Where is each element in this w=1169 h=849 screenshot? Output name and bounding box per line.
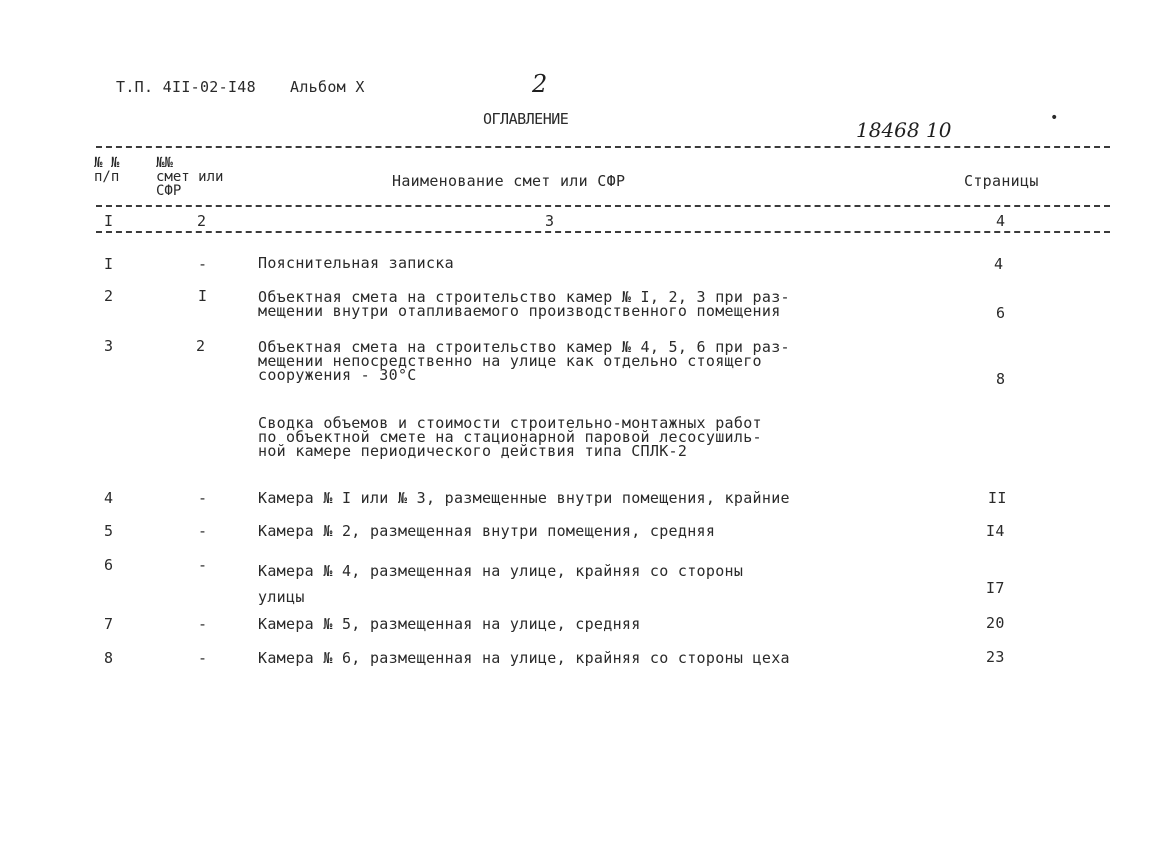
header-bottom-rule: [96, 205, 1110, 207]
row-name: Камера № 2, размещенная внутри помещения, средняя: [258, 522, 716, 540]
row-page: 23: [986, 648, 1005, 666]
row-code: -: [198, 649, 208, 667]
row-code: I: [198, 287, 208, 305]
handwritten-reference: 18468 10: [856, 118, 952, 142]
row-number: 2: [104, 287, 114, 305]
page-title: ОГЛАВЛЕНИЕ: [483, 110, 569, 128]
row-page: II: [988, 489, 1007, 507]
row-page: 6: [996, 304, 1006, 322]
row-name: Объектная смета на строительство камер № I, 2, 3 при раз- мещении внутри отапливаемого производственного помещения: [258, 288, 790, 320]
header-col-number: № № п/п: [94, 155, 120, 185]
row-page: I7: [986, 579, 1005, 597]
row-page: 4: [994, 255, 1004, 273]
row-name: Камера № 6, размещенная на улице, крайняя со стороны цеха: [258, 649, 790, 667]
row-code: 2: [196, 337, 206, 355]
column-number: 2: [197, 212, 207, 230]
summary-block: Сводка объемов и стоимости строительно-монтажных работ по объектной смете на стационарной паровой лесосушиль- ной камере периодического действия типа СПЛК-2: [258, 414, 762, 460]
row-number: 3: [104, 337, 114, 355]
column-numbers-rule: [96, 231, 1110, 233]
row-code: -: [198, 489, 208, 507]
row-page: 20: [986, 614, 1005, 632]
column-number: I: [104, 212, 114, 230]
row-number: 4: [104, 489, 114, 507]
album-label: Альбом X: [290, 78, 365, 96]
table-top-rule: [96, 146, 1110, 148]
row-number: 5: [104, 522, 114, 540]
row-page: 8: [996, 370, 1006, 388]
row-code: -: [198, 615, 208, 633]
header-col-pages: Страницы: [964, 172, 1039, 190]
row-number: 8: [104, 649, 114, 667]
row-name: Камера № I или № 3, размещенные внутри помещения, крайние: [258, 489, 790, 507]
row-number: 6: [104, 556, 114, 574]
row-page: I4: [986, 522, 1005, 540]
row-name: Объектная смета на строительство камер № 4, 5, 6 при раз- мещении непосредственно на улице как отдельно стоящего сооружения - 30°С: [258, 338, 790, 384]
page-number: 2: [532, 70, 548, 98]
row-number: 7: [104, 615, 114, 633]
document-code: Т.П. 4II-02-I48: [116, 78, 256, 96]
header-col-estimate: №№ смет или СФР: [156, 155, 224, 199]
header-col-name: Наименование смет или СФР: [392, 172, 626, 190]
column-number: 4: [996, 212, 1006, 230]
row-code: -: [198, 556, 208, 574]
ink-dot: •: [1050, 110, 1059, 126]
row-code: -: [198, 255, 208, 273]
row-code: -: [198, 522, 208, 540]
row-number: I: [104, 255, 114, 273]
row-name: Камера № 4, размещенная на улице, крайняя со стороны улицы: [258, 562, 744, 606]
column-number: 3: [545, 212, 555, 230]
row-name: Пояснительная записка: [258, 254, 454, 272]
row-name: Камера № 5, размещенная на улице, средняя: [258, 615, 641, 633]
